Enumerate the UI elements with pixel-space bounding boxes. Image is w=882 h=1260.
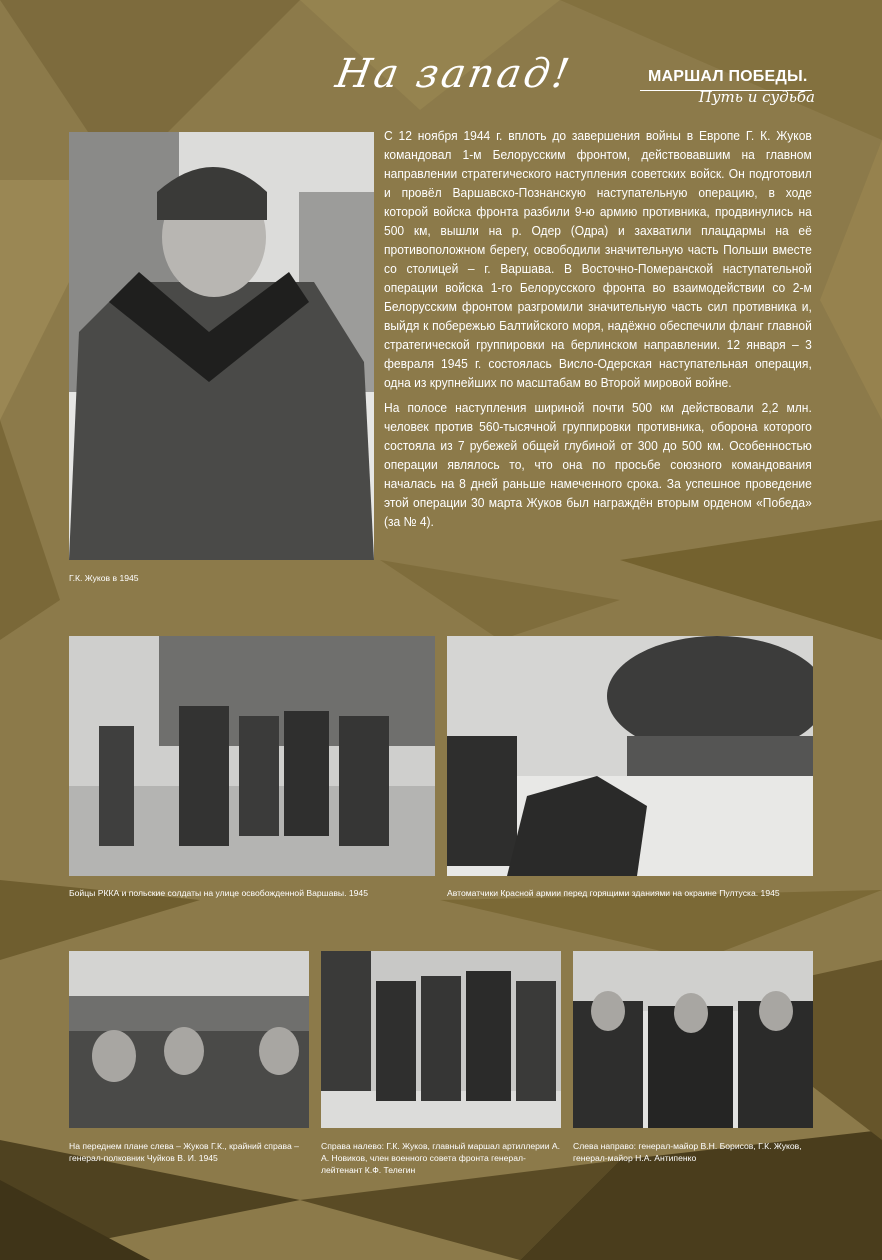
script-title: На запад! xyxy=(332,51,576,97)
warsaw-street-photo xyxy=(69,636,435,876)
zhukov-chuikov-photo xyxy=(69,951,309,1128)
bottom-photo-caption: Справа налево: Г.К. Жуков, главный маршал артиллерии А. А. Новиков, член военного совета фронта генерал-лейтенант К.Ф. Телегин xyxy=(321,1141,561,1175)
main-photo-caption: Г.К. Жуков в 1945 xyxy=(69,573,139,583)
middle-photo-caption: Бойцы РККА и польские солдаты на улице освобожденной Варшавы. 1945 xyxy=(69,888,368,898)
article-paragraph: На полосе наступления шириной почти 500 км действовали 2,2 млн. человек против 560-тысячной группировки противника, оборона которого состояла из 7 рубежей общей глубиной от 300 до 500 км. Особенностью операции являлось то, что она по просьбе союзного командования началась на 8 дней раньше намеченного срока. За успешное проведение этой операции 30 марта Жуков был награждён вторым орденом «Победа» (за № 4). xyxy=(384,400,812,529)
series-subtitle: Путь и судьба xyxy=(698,88,815,106)
borisov-zhukov-antipenko-photo xyxy=(573,951,813,1128)
middle-photo-caption: Автоматчики Красной армии перед горящими зданиями на окраине Пултуска. 1945 xyxy=(447,888,780,898)
zhukov-novikov-photo xyxy=(321,951,561,1128)
pultusk-photo xyxy=(447,636,813,876)
article-paragraph: С 12 ноября 1944 г. вплоть до завершения войны в Европе Г. К. Жуков командовал 1-м Белорусским фронтом, действовавшим на главном направлении стратегического наступления советских войск. Он подготовил и провёл Варшавско-Познанскую наступательную операцию, в ходе которой войска фронта разбили 9-ю армию противника, продвинулись на 500 км, вышли на р. Одер (Одра) и захватили плацдармы на её противоположном берегу, освободили значительную часть Польши вместе со столицей – г. Варшава. В Восточно-Померанской наступательной операции войска 1-го Белорусского фронта во взаимодействии со 2-м Белорусским фронтом разгромили значительную часть сил противника и, выйдя к побережью Балтийского моря, надёжно обеспечили фланг главной стратегической группировки на берлинском направлении. 12 января – 3 февраля 1945 г. состоялась Висло-Одерская наступательная операция, одна из крупнейших по масштабам во Второй мировой войне. xyxy=(384,128,812,390)
article-text xyxy=(384,126,812,537)
bottom-photo-caption: Слева направо: генерал-майор В.Н. Борисов, Г.К. Жуков, генерал-майор Н.А. Антипенко xyxy=(573,1141,802,1163)
bottom-photo-caption: На переднем плане слева – Жуков Г.К., крайний справа – генерал-полковник Чуйков В. И. 1945 xyxy=(69,1141,299,1163)
series-title: МАРШАЛ ПОБЕДЫ. xyxy=(648,68,808,85)
zhukov-portrait-photo xyxy=(69,132,374,560)
